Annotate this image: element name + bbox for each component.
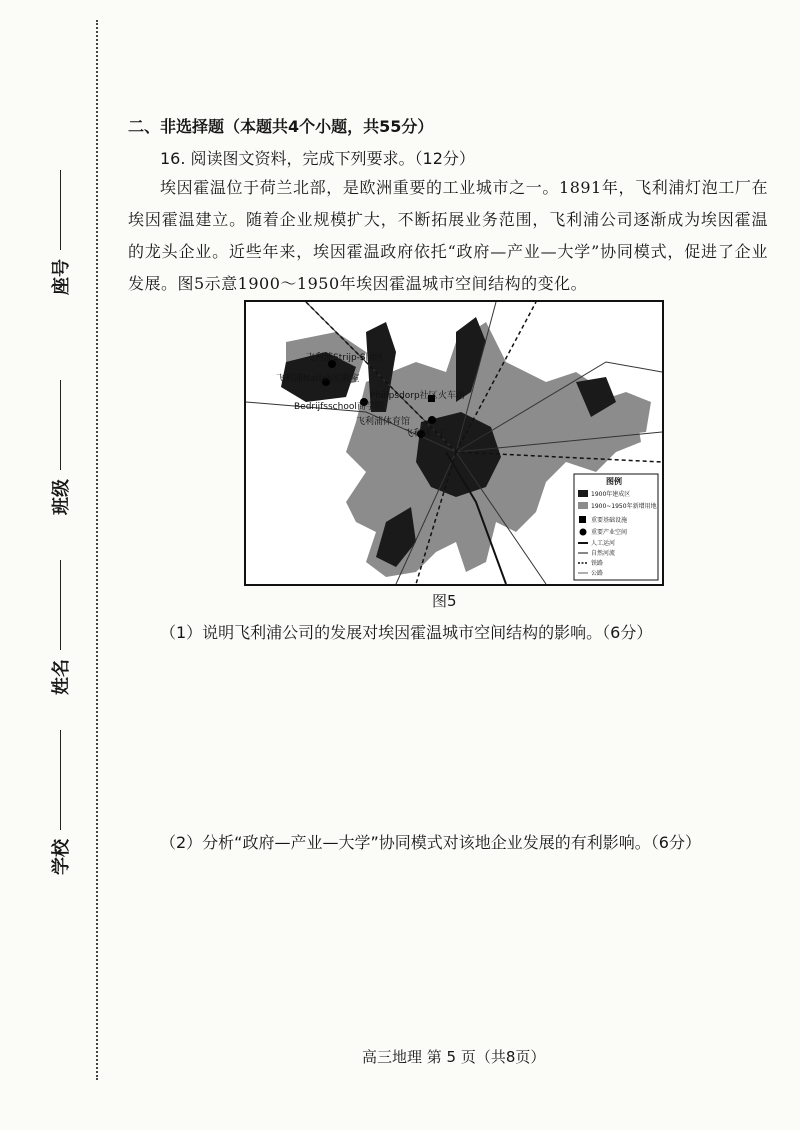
legend-infrastructure: 重要基础设施: [591, 517, 628, 524]
map-legend: [574, 474, 658, 580]
figure-caption: 图5: [432, 592, 457, 610]
legend-built-1900: 1900年建成区: [591, 491, 631, 498]
sub-question-1: （1）说明飞利浦公司的发展对埃因霍温城市空间结构的影响。（6分）: [160, 623, 653, 642]
section-heading: 二、非选择题（本题共4个小题，共55分）: [128, 117, 434, 136]
question-title: 16. 阅读图文资料，完成下列要求。（12分）: [160, 149, 475, 168]
label-natlab: 飞利浦Natlab实验室: [276, 374, 360, 384]
legend-railway: 铁路: [591, 560, 604, 567]
binding-line: [96, 20, 98, 1080]
question-paragraph: 埃因霍温位于荷兰北部，是欧洲重要的工业城市之一。1891年，飞利浦灯泡工厂在埃因霍温建立。随着企业规模扩大，不断拓展业务范围，飞利浦公司逐渐成为埃因霍温的龙头企业。近些年来，埃因霍温政府依托“政府—产业—大学”协同模式，促进了企业发展。图5示意1900～1950年埃因霍温城市空间结构的变化。: [128, 178, 768, 293]
seat-field[interactable]: [40, 170, 80, 295]
label-philipsdorp: Philipsdorp社区: [370, 391, 438, 401]
class-label: 班级: [51, 479, 72, 515]
legend-road: 公路: [591, 570, 604, 577]
city-structure-map: [244, 300, 664, 586]
class-field[interactable]: [40, 380, 80, 515]
seat-label: 座号: [51, 259, 72, 295]
map-svg: [246, 302, 662, 584]
name-label: 姓名: [51, 659, 72, 695]
page-footer: 高三地理 第 5 页（共8页）: [362, 1048, 546, 1066]
legend-canal: 人工运河: [591, 540, 616, 547]
legend-title: 图例: [606, 477, 622, 486]
legend-industry: 重要产业空间: [591, 529, 628, 536]
label-strijp: 飞利浦Strijp-S园区: [306, 353, 384, 363]
school-field[interactable]: [40, 730, 80, 875]
legend-new-land: 1900~1950年新增用地: [591, 503, 657, 510]
label-stadium: 飞利浦体育馆: [356, 417, 411, 427]
school-label: 学校: [51, 839, 72, 875]
legend-river: 自然河流: [591, 550, 616, 557]
sub-question-2: （2）分析“政府—产业—大学”协同模式对该地企业发展的有利影响。（6分）: [160, 833, 701, 852]
label-bedrijfsschool: Bedrijfsschool商学院: [294, 402, 384, 412]
name-field[interactable]: [40, 560, 80, 695]
label-factory: 飞利浦工厂: [404, 429, 450, 439]
label-station: 火车站: [438, 391, 466, 401]
